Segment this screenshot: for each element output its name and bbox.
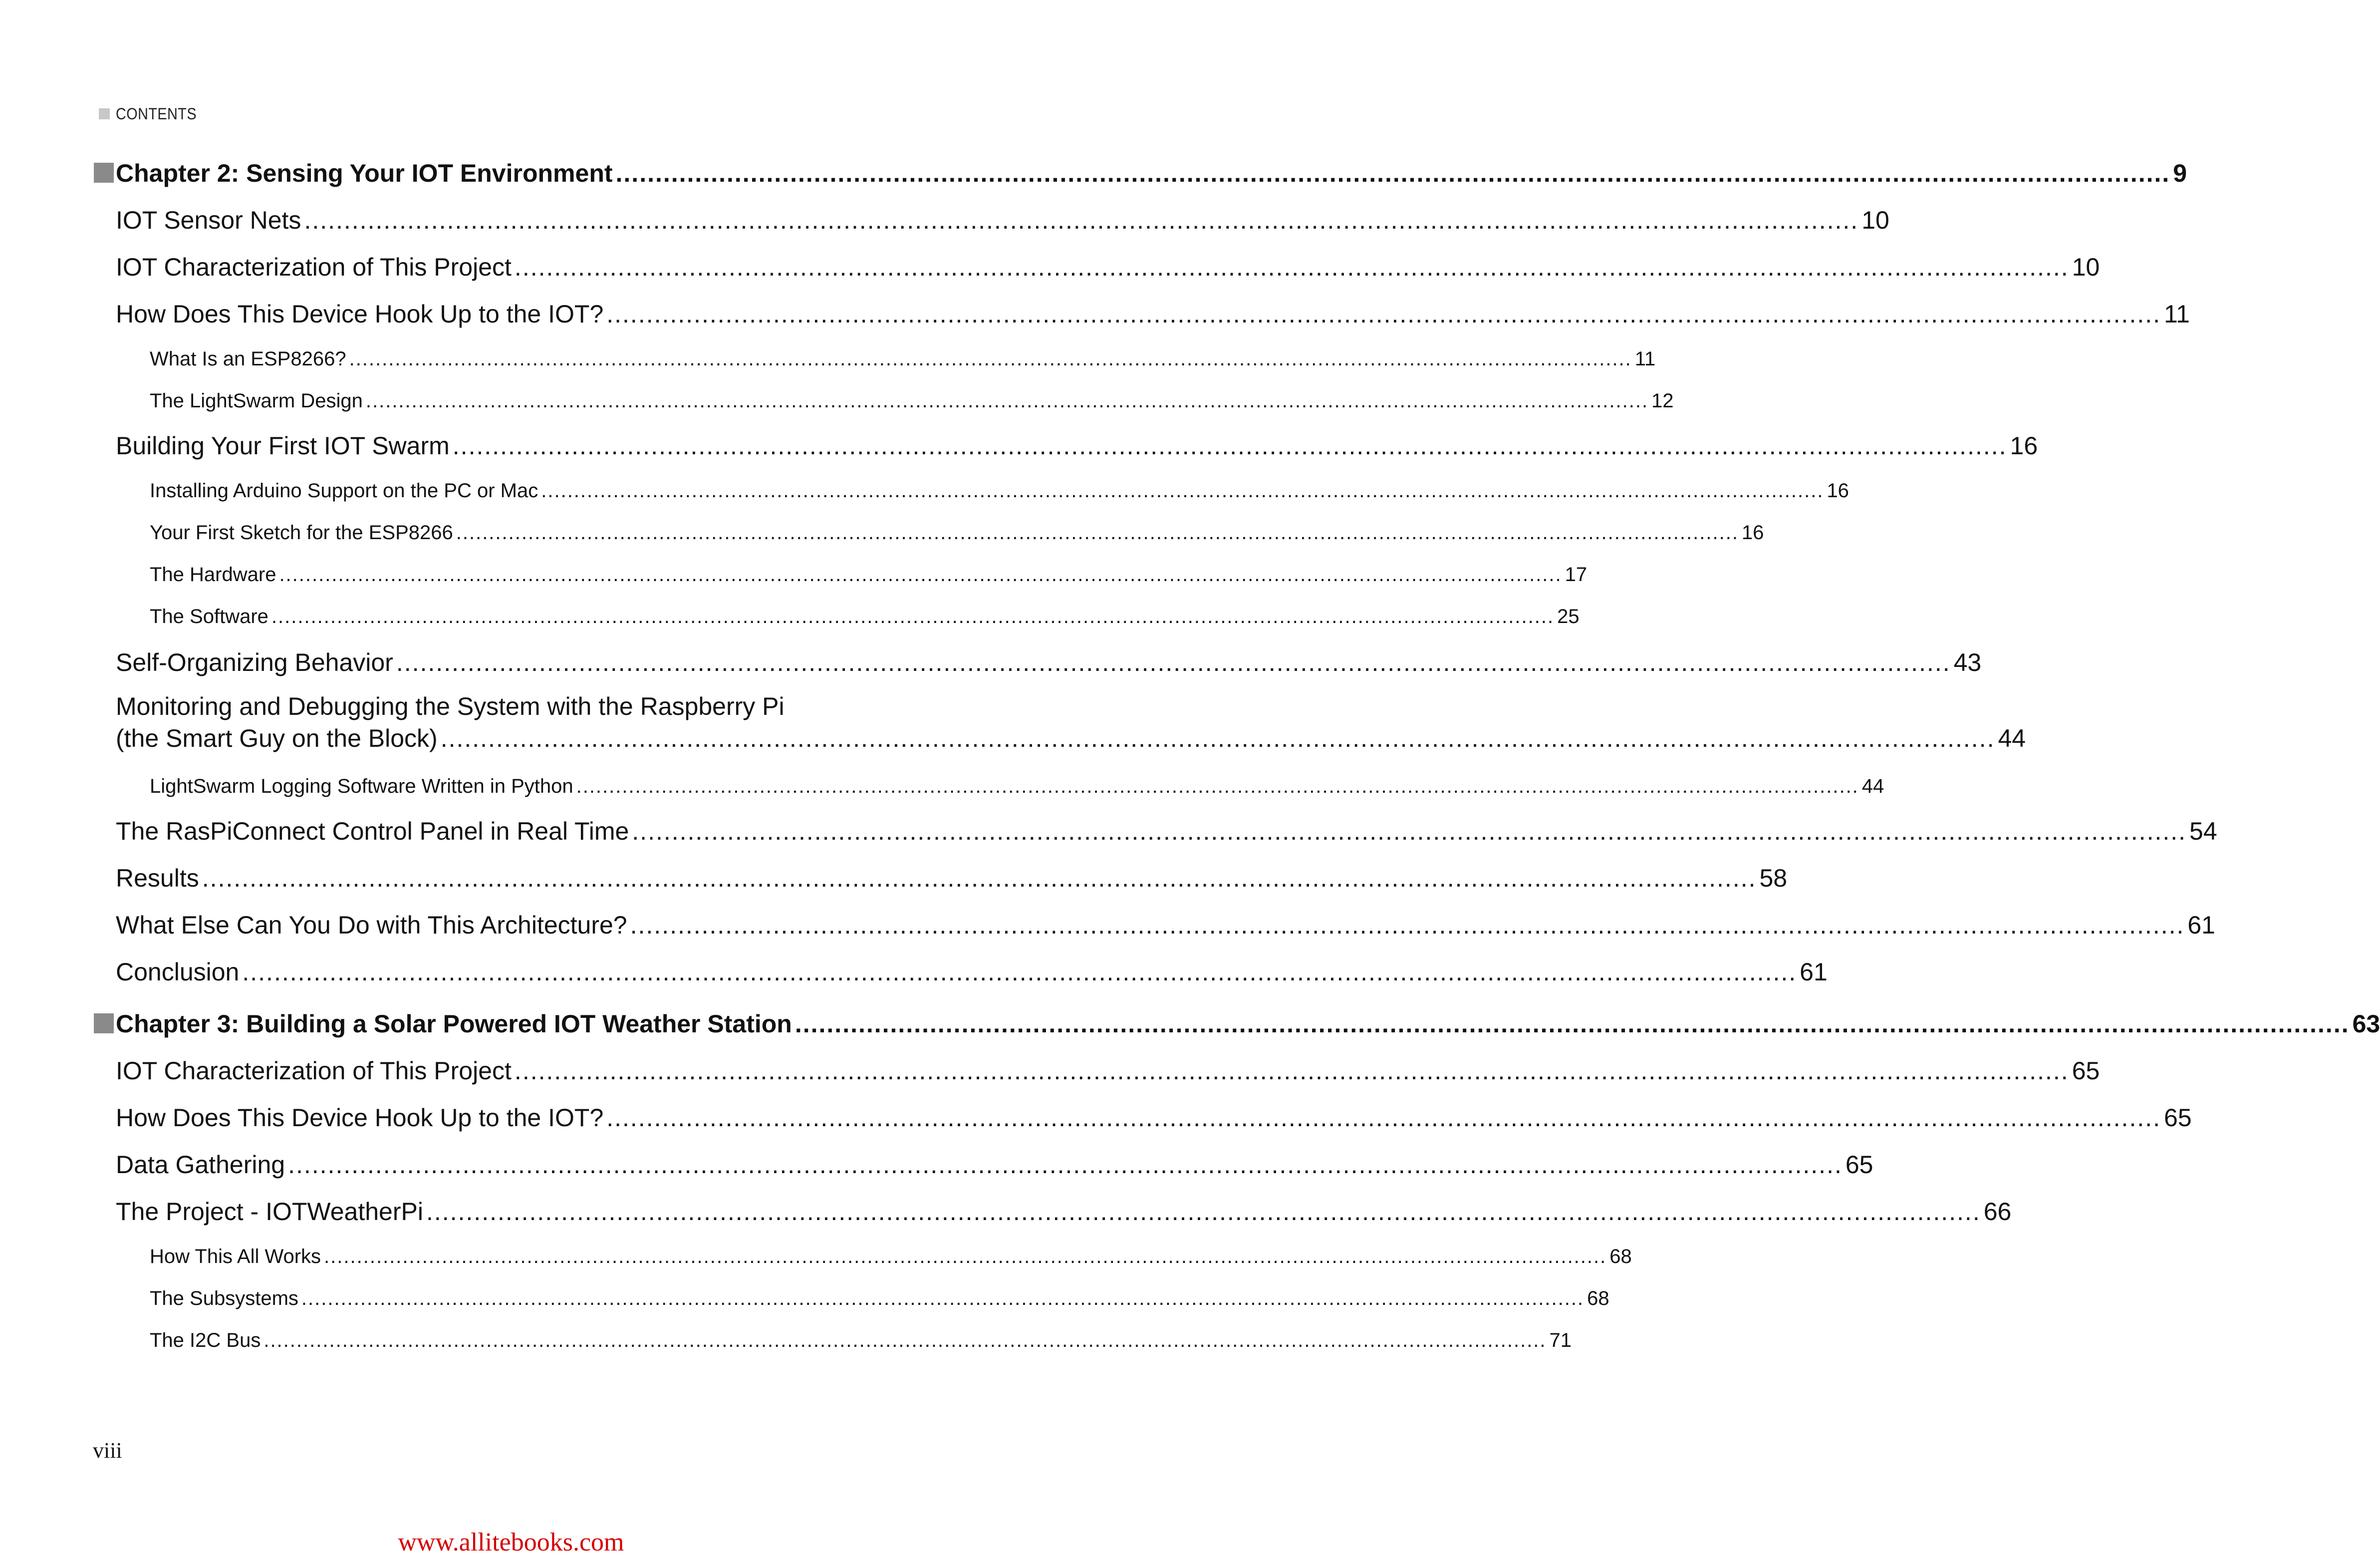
chapter-marker-icon — [94, 163, 114, 183]
toc-page-number: 11 — [2164, 300, 2190, 328]
toc-page-number: 12 — [1651, 390, 1674, 412]
toc-entry[interactable] — [0, 297, 2190, 328]
toc-page-number: 68 — [1609, 1246, 1632, 1267]
toc-page-number: 68 — [1587, 1287, 1609, 1309]
toc-page-number: 44 — [1861, 775, 1884, 797]
toc-title: The RasPiConnect Control Panel in Real Time — [116, 817, 629, 845]
toc-page-number: 63 — [2352, 1010, 2380, 1038]
leader-dots: .................................................................................................................................................................................................... — [794, 1010, 2350, 1038]
leader-dots: .................................................................................................................................................................................................... — [349, 348, 1632, 370]
toc-entry[interactable] — [0, 954, 1828, 986]
toc-entry[interactable] — [0, 1194, 2012, 1226]
toc-page-number: 61 — [2187, 911, 2215, 939]
leader-dots: .................................................................................................................................................................................................... — [456, 522, 1739, 544]
toc-page-number: 58 — [1759, 864, 1788, 892]
page-folio: viii — [93, 1438, 122, 1463]
toc-title: IOT Characterization of This Project — [116, 253, 512, 281]
leader-dots: .................................................................................................................................................................................................... — [576, 775, 1859, 797]
toc-entry-two-line[interactable] — [0, 692, 2026, 753]
header-label: CONTENTS — [116, 104, 197, 123]
toc-title: Monitoring and Debugging the System with the Raspberry Pi — [116, 692, 785, 720]
toc-title: Chapter 2: Sensing Your IOT Environment — [116, 159, 613, 187]
leader-dots: .................................................................................................................................................................................................... — [264, 1329, 1547, 1351]
toc-entry[interactable] — [0, 645, 1982, 677]
toc-subentry[interactable] — [0, 772, 1884, 798]
toc-title: What Is an ESP8266? — [150, 348, 346, 370]
toc-subentry[interactable] — [0, 344, 1656, 370]
toc-subentry[interactable] — [0, 476, 1849, 502]
leader-dots: .................................................................................................................................................................................................... — [606, 300, 2161, 328]
toc-subentry[interactable] — [0, 1284, 1609, 1310]
toc-page-number: 17 — [1565, 564, 1587, 586]
chapter-marker-icon — [94, 1013, 114, 1033]
toc-title: IOT Characterization of This Project — [116, 1057, 512, 1085]
toc-page-number: 9 — [2173, 159, 2187, 187]
leader-dots: .................................................................................................................................................................................................... — [396, 648, 1951, 676]
toc-chapter-2[interactable] — [0, 156, 2187, 188]
toc-title: The Hardware — [150, 564, 276, 586]
toc-title: The Subsystems — [150, 1287, 298, 1309]
toc-title: Conclusion — [116, 958, 240, 986]
toc-page-number: 44 — [1998, 724, 2026, 752]
footer-website-link[interactable]: www.allitebooks.com — [398, 1528, 624, 1557]
running-header — [99, 104, 206, 124]
leader-dots: .................................................................................................................................................................................................... — [440, 724, 1995, 752]
toc-title: Data Gathering — [116, 1151, 285, 1179]
toc-title: IOT Sensor Nets — [116, 206, 301, 234]
toc-title: How Does This Device Hook Up to the IOT? — [116, 300, 604, 328]
leader-dots: .................................................................................................................................................................................................... — [632, 817, 2187, 845]
toc-title: The I2C Bus — [150, 1329, 261, 1351]
header-square-icon — [99, 108, 110, 119]
toc-page-number: 16 — [2010, 432, 2038, 460]
leader-dots: .................................................................................................................................................................................................... — [279, 564, 1562, 586]
toc-page-number: 10 — [1861, 206, 1889, 234]
toc-title: Installing Arduino Support on the PC or Mac — [150, 480, 538, 502]
toc-title: Building Your First IOT Swarm — [116, 432, 450, 460]
leader-dots: .................................................................................................................................................................................................... — [365, 390, 1649, 412]
toc-page-number: 66 — [1983, 1198, 2012, 1226]
toc-title: How This All Works — [150, 1246, 321, 1267]
toc-entry[interactable] — [0, 861, 1788, 893]
toc-entry[interactable] — [0, 814, 2217, 846]
leader-dots: .................................................................................................................................................................................................... — [541, 480, 1824, 502]
toc-page-number: 65 — [1845, 1151, 1873, 1179]
toc-subentry[interactable] — [0, 560, 1587, 586]
toc-title: Chapter 3: Building a Solar Powered IOT Weather Station — [116, 1010, 792, 1038]
toc-entry[interactable] — [0, 250, 2100, 282]
leader-dots: .................................................................................................................................................................................................... — [452, 432, 2007, 460]
toc-subentry[interactable] — [0, 602, 1580, 628]
leader-dots: .................................................................................................................................................................................................... — [630, 911, 2185, 939]
toc-page-number: 25 — [1557, 606, 1580, 627]
toc-page-number: 11 — [1634, 348, 1656, 370]
toc-title: What Else Can You Do with This Architecture? — [116, 911, 627, 939]
toc-title: The LightSwarm Design — [150, 390, 363, 412]
leader-dots: .................................................................................................................................................................................................... — [288, 1151, 1843, 1179]
toc-page-number: 43 — [1953, 648, 1982, 676]
leader-dots: .................................................................................................................................................................................................... — [304, 206, 1859, 234]
leader-dots: .................................................................................................................................................................................................... — [301, 1287, 1585, 1309]
toc-title: The Project - IOTWeatherPi — [116, 1198, 423, 1226]
leader-dots: .................................................................................................................................................................................................... — [615, 159, 2170, 187]
leader-dots: .................................................................................................................................................................................................... — [514, 253, 2069, 281]
toc-title: LightSwarm Logging Software Written in Python — [150, 775, 573, 797]
toc-title: Results — [116, 864, 199, 892]
leader-dots: .................................................................................................................................................................................................... — [242, 958, 1797, 986]
toc-title: How Does This Device Hook Up to the IOT? — [116, 1104, 604, 1132]
toc-title-continued: (the Smart Guy on the Block) — [116, 724, 438, 752]
leader-dots: .................................................................................................................................................................................................... — [271, 606, 1555, 627]
toc-subentry[interactable] — [0, 1326, 1572, 1352]
leader-dots: .................................................................................................................................................................................................... — [202, 864, 1757, 892]
toc-page-number: 71 — [1549, 1329, 1572, 1351]
toc-subentry[interactable] — [0, 386, 1674, 412]
toc-title: Your First Sketch for the ESP8266 — [150, 522, 453, 544]
toc-title: The Software — [150, 606, 268, 627]
toc-subentry[interactable] — [0, 518, 1764, 544]
toc-subentry[interactable] — [0, 1242, 1632, 1268]
toc-chapter-3[interactable] — [0, 1006, 2380, 1038]
toc-page-number: 65 — [2164, 1104, 2192, 1132]
leader-dots: .................................................................................................................................................................................................... — [514, 1057, 2069, 1085]
toc-entry[interactable] — [0, 428, 2038, 460]
toc-page-number: 65 — [2072, 1057, 2100, 1085]
toc-entry[interactable] — [0, 1100, 2192, 1132]
toc-page-number: 61 — [1800, 958, 1828, 986]
toc-page-number: 54 — [2189, 817, 2217, 845]
leader-dots: .................................................................................................................................................................................................... — [606, 1104, 2161, 1132]
toc-page-number: 16 — [1741, 522, 1764, 544]
toc-page-number: 10 — [2072, 253, 2100, 281]
leader-dots: .................................................................................................................................................................................................... — [426, 1198, 1981, 1226]
toc-entry[interactable] — [0, 1147, 1873, 1179]
toc-entry[interactable] — [0, 203, 1889, 235]
leader-dots: .................................................................................................................................................................................................... — [324, 1246, 1607, 1267]
toc-entry[interactable] — [0, 1053, 2100, 1085]
toc-entry[interactable] — [0, 908, 2215, 939]
toc-page-number: 16 — [1827, 480, 1849, 502]
toc-title: Self-Organizing Behavior — [116, 648, 393, 676]
